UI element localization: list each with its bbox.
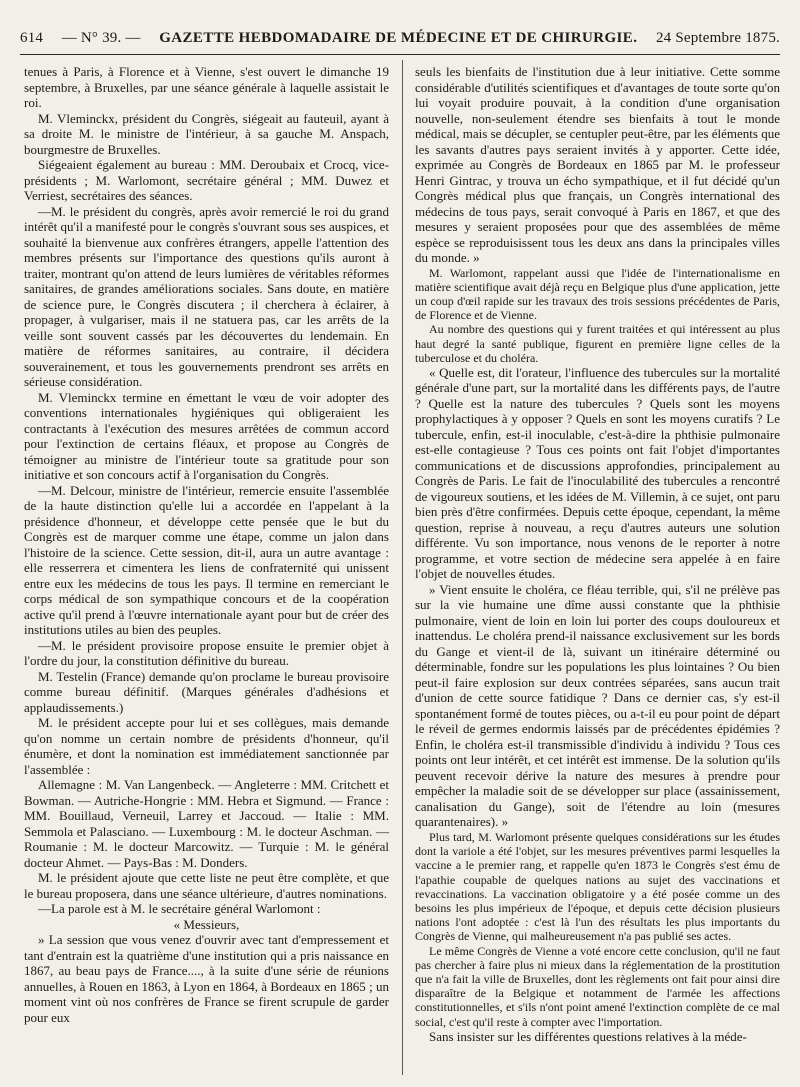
paragraph: M. le président ajoute que cette liste ne peut être complète, et que le bureau proposera, dans une séance ultérieure, d'autres nominations. xyxy=(24,870,389,901)
paragraph: —M. Delcour, ministre de l'intérieur, remercie ensuite l'assemblée de la haute distinction qu'elle lui a accordée en l'appelant à la présidence d'honneur, et développe cette pensée que le but du Congrès est de marquer comme une étape, comme un jalon dans l'histoire de la science. Cette session, dit-il, aura un autre avantage : elle resserrera et cimentera les liens de confraternité qui unissent entre eux les médecins de tous les pays. Il termine en remerciant le corps médical de son sympathique concours et de la coopération active qu'il prend à l'œuvre internationale ayant pour but de créer des institutions utiles au bien des peuples. xyxy=(24,482,389,637)
paragraph: M. Warlomont, rappelant aussi que l'idée de l'internationalisme en matière scientifique avait déjà reçu en Belgique plus d'une application, jette un coup d'œil rapide sur les travaux des trois sessions précédentes de Paris, de Florence et de Vienne. xyxy=(415,265,780,323)
page-header xyxy=(20,27,780,49)
paragraph: Le même Congrès de Vienne a voté encore cette conclusion, qu'il ne faut pas chercher à faire plus ni mieux dans la réglementation de la prostitution que n'a fait la ville de Bruxelles, dont les règlements ont fait pour ainsi dire disparaître de la Belgique et notamment de l'armée les affections constitutionnelles, et s'ils n'ont point amené l'extinction complète de ce mal social, c'est qu'il reste à compter avec l'importation. xyxy=(415,943,780,1029)
paragraph: M. le président accepte pour lui et ses collègues, mais demande qu'on nomme un certain nombre de présidents d'honneur, qu'il énumère, et dont la nomination est immédiatement sanctionnée par l'assemblée : xyxy=(24,715,389,777)
journal-title: GAZETTE HEBDOMADAIRE DE MÉDECINE ET DE CHIRURGIE. xyxy=(159,29,638,46)
paragraph: » Vient ensuite le choléra, ce fléau terrible, qui, s'il ne prélève pas sur la vie humaine une dîme aussi constante que la phthisie pulmonaire, vient de loin en loin lui porter des coups douloureux et inattendus. Le choléra prend-il naissance exclusivement sur les bords du Gange et vient-il de là, suivant un itinéraire déterminé ou déterminable, fondre sur les populations les plus lointaines ? Ou bien peut-il faire explosion sur deux contrées séparées, sans aucun trait d'union de cette source fatidique ? Dans ce dernier cas, s'y est-il spontanément formé de toutes pièces, ou a-t-il eu pour point de départ le réveil de germes endormis laissés par de précédentes épidémies ? Enfin, le choléra est-il transmissible d'individu à individu ? Tous ces points ont leur intérêt, et cet intérêt est immense. De la solution qu'ils peuvent recevoir dérive la nature des mesures à prendre pour empêcher la maladie soit de se développer sur place (assainissement, canalisation du Gange), soit de l'étendre au loin (mesures quarantenaires). » xyxy=(415,581,780,830)
paragraph: M. Testelin (France) demande qu'on proclame le bureau provisoire comme bureau définitif. (Marques générales d'adhésions et applaudissements.) xyxy=(24,668,389,715)
paragraph: « Quelle est, dit l'orateur, l'influence des tubercules sur la mortalité générale d'une part, sur la mortalité dans les différents pays, de l'autre ? Quelle est la nature des tubercules ? Quels sont les moyens prophylactiques à y opposer ? Quels en sont les moyens curatifs ? Le tubercule, enfin, est-il inoculable, c'est-à-dire la phthisie pulmonaire est-elle contagieuse ? Tous ces points ont fait l'objet d'importantes communications et de discussions approfondies, principalement au Congrès de Paris. Le fait de l'inoculabilité des tubercules a rencontré de vigoureux soutiens, et les idées de M. Villemin, à ce sujet, ont paru bien près d'être confirmées. Depuis cette époque, cependant, la même question, reprise à nouveau, a reçu d'autres auteurs une solution différente. Vu son importance, nous venons de le reporter à notre programme, et votre section de médecine sera appelée à en faire l'objet de nouvelles études. xyxy=(415,364,780,582)
left-column xyxy=(24,64,389,1025)
paragraph: —La parole est à M. le secrétaire général Warlomont : xyxy=(38,901,321,916)
right-column xyxy=(415,64,780,1044)
salutation: « Messieurs, xyxy=(173,916,240,932)
paragraph: —M. le président du congrès, après avoir remercié le roi du grand intérêt qu'il a manifesté pour le congrès s'ouvrant sous ses auspices, et souhaité la bienvenue aux confrères étrangers, appelle l'attention des membres présents sur l'importance des questions qu'ils auront à traiter, montrant qu'on attend de leurs lumières de véritables réformes sanitaires, de grandes améliorations sociales. Sans doute, en matière de science pure, le Congrès discutera ; il cherchera à éclairer, à propager, à vulgariser, mais il ne statuera pas, car les arrêts de la veille sont souvent cassés par les découvertes du lendemain. En matière de réformes sanitaires, au contraire, il décidera souverainement, et tous les gouvernements prendront ses arrêts en sérieuse considération. xyxy=(24,203,389,389)
paragraph: Sans insister sur les différentes questions relatives à la méde- xyxy=(429,1028,747,1044)
paragraph: M. Vleminckx, président du Congrès, siégeait au fauteuil, ayant à sa droite M. le ministre de l'intérieur, à sa gauche M. Anspach, bourgmestre de Bruxelles. xyxy=(24,110,389,157)
issue-number: — N° 39. — xyxy=(61,29,141,46)
issue-date: 24 Septembre 1875. xyxy=(655,29,780,46)
column-divider xyxy=(402,60,403,1075)
paragraph: Allemagne : M. Van Langenbeck. — Angleterre : MM. Critchett et Bowman. — Autriche-Hongrie : MM. Hebra et Sigmund. — France : MM. Bouillaud, Verneuil, Larrey et Jaccoud. — Italie : MM. Semmola et Palasciano. — Luxembourg : M. le docteur Aschman. — Roumanie : M. le docteur Marcowitz. — Turquie : M. le général docteur Ahmet. — Pays-Bas : M. Donders. xyxy=(24,777,389,870)
paragraph: Siégeaient également au bureau : MM. Deroubaix et Crocq, vice-présidents ; M. Warlomont, secrétaire général ; MM. Duwez et Verriest, secrétaires des séances. xyxy=(24,157,389,203)
paragraph: Plus tard, M. Warlomont présente quelques considérations sur les études dont la variole a été l'objet, sur les mesures préventives parmi lesquelles la vaccine a le premier rang, et rappelle qu'en 1873 le Congrès s'est ému de l'apathie coupable de quelques nations au sujet des vaccinations et revaccinations. La vaccination obligatoire y a été posée comme un des besoins les plus impérieux de l'époque, et depuis cette décision plusieurs nations l'ont adoptée : c'est là l'un des résultats les plus importants du Congrès de Vienne, qui malheureusement n'a pas publié ses actes. xyxy=(415,829,780,944)
paragraph: M. Vleminckx termine en émettant le vœu de voir adopter des conventions internationales hygiéniques qui obligeraient les contractants à l'exécution des mesures arrêtées de commun accord pour l'extinction de certains fléaux, et propose au Congrès de témoigner au ministre de l'intérieur toute sa gratitude pour son initiative et son concours actif à l'organisation du Congrès. xyxy=(24,389,389,482)
paragraph: » La session que vous venez d'ouvrir avec tant d'empressement et tant d'entrain est la quatrième d'une institution qui a pris naissance en 1867, au beau pays de France...., à la suite d'une série de réunions annuelles, à Rouen en 1863, à Lyon en 1864, à Bordeaux en 1865 ; un moment vint où nos confrères de France se firent scrupule de garder pour eux xyxy=(24,932,389,1025)
page-number: 614 xyxy=(20,29,44,46)
paragraph: tenues à Paris, à Florence et à Vienne, s'est ouvert le dimanche 19 septembre, à Bruxelles, par une séance générale à laquelle assistait le roi. xyxy=(24,64,389,110)
paragraph: seuls les bienfaits de l'institution due à leur initiative. Cette somme considérable d'utilités scientifiques et d'avantages de toute sorte qu'on lui voyait produire pouvait, à la condition d'une organisation nouvelle, non-seulement étendre ses bienfaits à tout le monde médical, mais se décupler, se centupler peut-être, par les éléments que les savants d'autres pays seraient invités à y apporter. Cette idée, exprimée au Congrès de Bordeaux en 1865 par M. le professeur Henri Gintrac, y trouva un écho sympathique, et il fut décidé qu'un Congrès médical plus que français, un Congrès international des médecins de tous pays, serait convoqué à Paris en 1867, et que des mesures y seraient proposées pour que des assemblées de même espèce se reproduisissent tous les deux ans dans la principales villes du monde. » xyxy=(415,64,780,265)
header-rule xyxy=(20,54,780,55)
paragraph: —M. le président provisoire propose ensuite le premier objet à l'ordre du jour, la constitution définitive du bureau. xyxy=(24,637,389,668)
paragraph: Au nombre des questions qui y furent traitées et qui intéressent au plus haut degré la santé publique, figurent en première ligne celles de la tuberculose et du choléra. xyxy=(415,322,780,365)
